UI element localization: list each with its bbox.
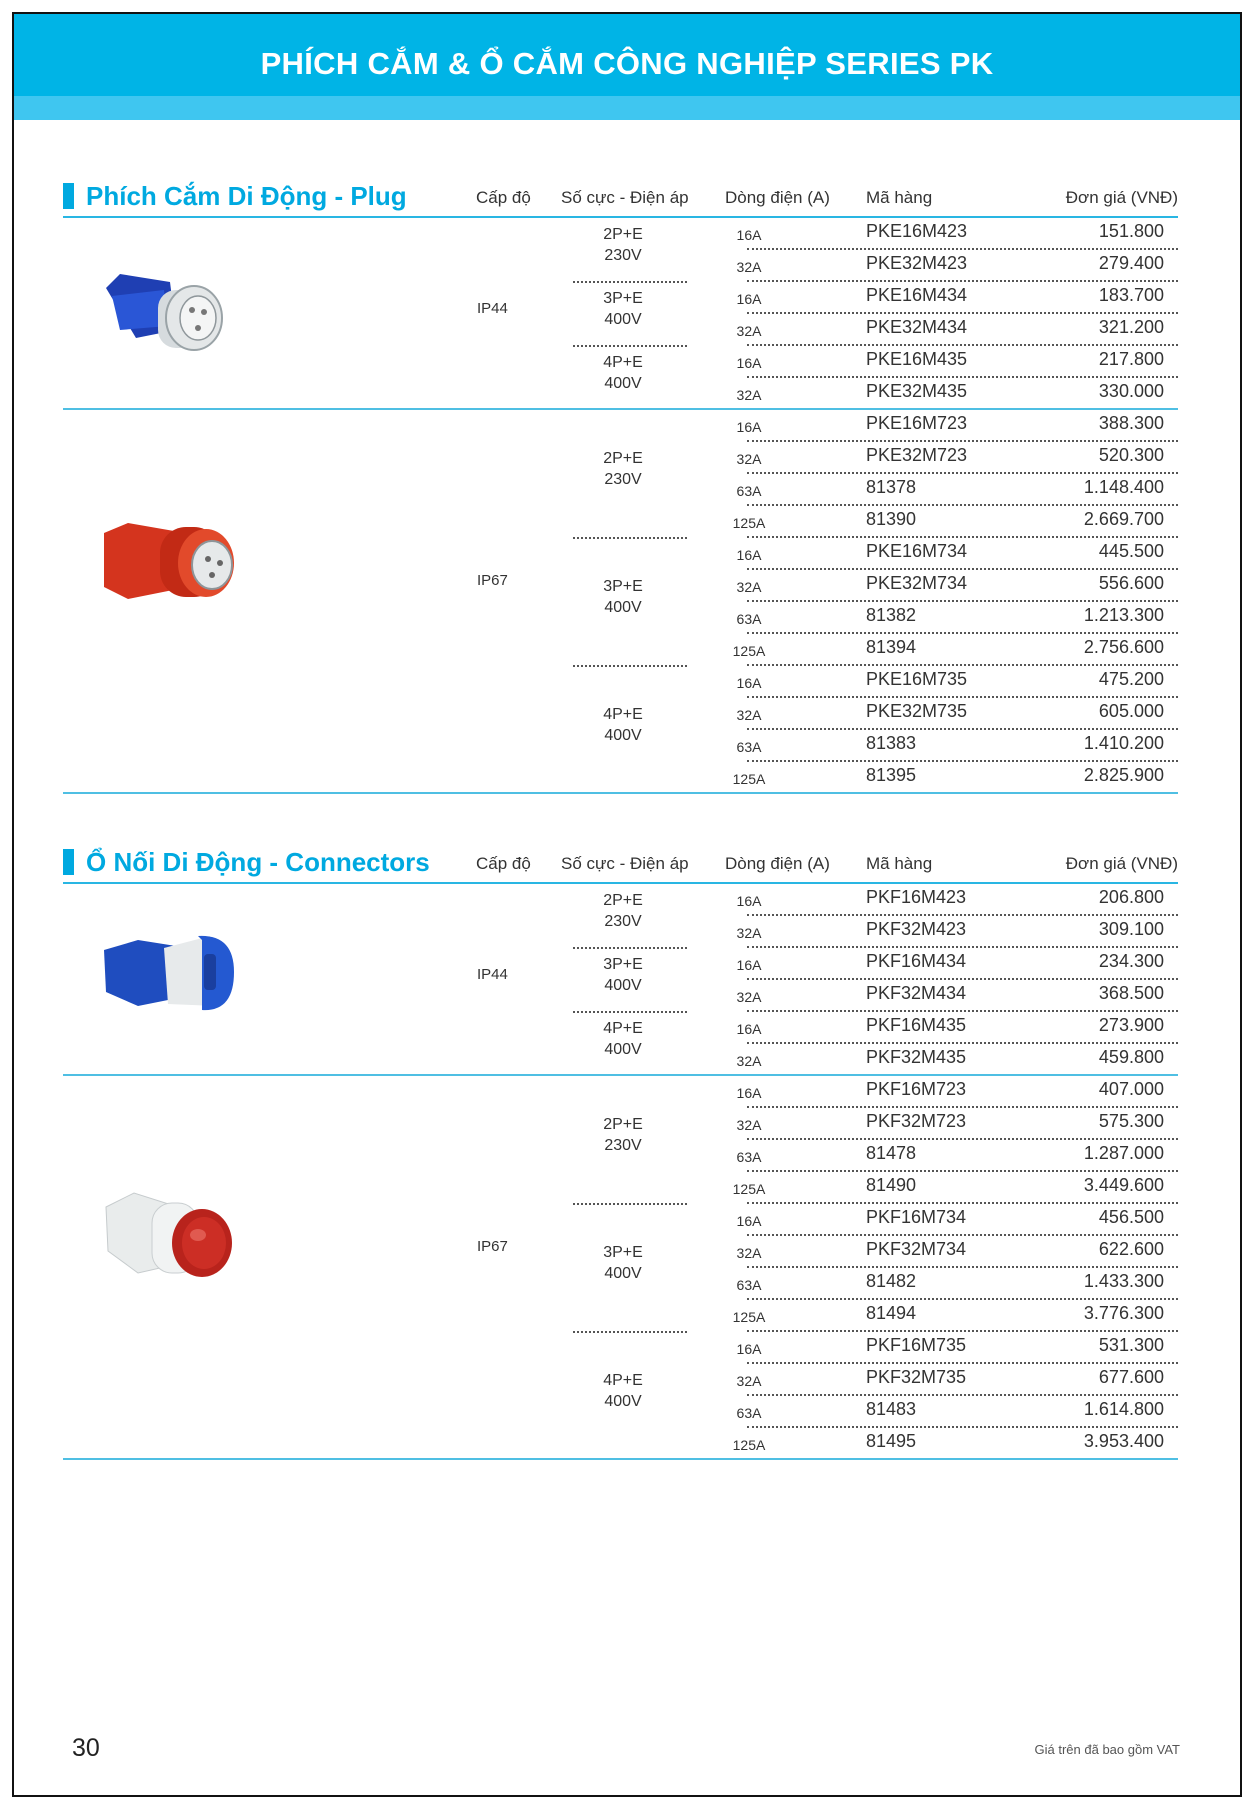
price-row xyxy=(736,314,1178,346)
poles-voltage-label xyxy=(561,954,685,996)
current-cell: 16A xyxy=(736,227,762,243)
price-cell: 368.500 xyxy=(1098,983,1164,1003)
current-cell: 16A xyxy=(736,1341,762,1357)
voltage-text: 400V xyxy=(604,977,642,994)
current-cell: 32A xyxy=(736,925,762,941)
current-cell: 125A xyxy=(732,1309,766,1325)
price-row xyxy=(736,1204,1178,1236)
price-row xyxy=(736,538,1178,570)
voltage-text: 230V xyxy=(604,1137,642,1154)
connector-ip44-group xyxy=(63,884,1178,1076)
current-cell: 32A xyxy=(736,387,762,403)
current-cell: 125A xyxy=(732,515,766,531)
price-cell: 1.614.800 xyxy=(1083,1399,1164,1419)
product-code-cell: PKF16M723 xyxy=(866,1079,967,1099)
price-row xyxy=(736,442,1178,474)
poles-text: 4P+E xyxy=(603,706,643,723)
price-row xyxy=(736,378,1178,408)
pole-group xyxy=(63,666,1178,792)
price-row xyxy=(732,762,1178,792)
header-level: Cấp độ xyxy=(476,854,531,873)
price-cell: 520.300 xyxy=(1098,445,1164,465)
price-cell: 183.700 xyxy=(1098,285,1164,305)
price-cell: 2.756.600 xyxy=(1083,637,1164,657)
price-cell: 1.148.400 xyxy=(1083,477,1164,497)
product-code-cell: PKF32M723 xyxy=(866,1111,967,1131)
price-cell: 677.600 xyxy=(1098,1367,1164,1387)
current-cell: 16A xyxy=(736,1213,762,1229)
price-cell: 1.433.300 xyxy=(1083,1271,1164,1291)
price-row xyxy=(736,250,1178,282)
price-row xyxy=(736,218,1178,250)
product-code-cell: 81394 xyxy=(866,637,917,657)
product-code-cell: PKE32M434 xyxy=(866,317,968,337)
price-cell: 556.600 xyxy=(1098,573,1164,593)
page-title: PHÍCH CẮM & Ổ CẮM CÔNG NGHIỆP SERIES PK xyxy=(260,46,994,81)
product-code-cell: 81478 xyxy=(866,1143,917,1163)
poles-voltage-label xyxy=(561,1370,685,1412)
current-cell: 32A xyxy=(736,259,762,275)
product-code-cell: PKF32M423 xyxy=(866,919,967,939)
price-cell: 151.800 xyxy=(1098,221,1164,241)
voltage-text: 230V xyxy=(604,247,642,264)
price-row xyxy=(732,1428,1178,1458)
poles-voltage-label xyxy=(561,576,685,618)
connector-section xyxy=(63,848,1178,1460)
poles-voltage-label xyxy=(561,704,685,746)
price-row xyxy=(736,1236,1178,1268)
voltage-text: 400V xyxy=(604,1393,642,1410)
current-cell: 63A xyxy=(736,739,762,755)
price-cell: 1.287.000 xyxy=(1083,1143,1164,1163)
page-number: 30 xyxy=(72,1734,100,1762)
vat-footnote: Giá trên đã bao gồm VAT xyxy=(1034,1742,1180,1757)
section-marker xyxy=(63,849,74,875)
header-price: Đơn giá (VNĐ) xyxy=(1065,854,1178,873)
current-cell: 32A xyxy=(736,1245,762,1261)
product-code-cell: 81378 xyxy=(866,477,917,497)
product-code-cell: PKF32M735 xyxy=(866,1367,967,1387)
voltage-text: 230V xyxy=(604,913,642,930)
price-row xyxy=(732,1172,1178,1204)
poles-text: 2P+E xyxy=(603,450,643,467)
price-cell: 273.900 xyxy=(1098,1015,1164,1035)
current-cell: 32A xyxy=(736,1373,762,1389)
price-cell: 605.000 xyxy=(1098,701,1164,721)
poles-text: 4P+E xyxy=(603,1372,643,1389)
price-cell: 330.000 xyxy=(1098,381,1164,401)
price-row xyxy=(736,1396,1178,1428)
poles-text: 2P+E xyxy=(603,226,643,243)
product-code-cell: PKF32M435 xyxy=(866,1047,967,1067)
voltage-text: 400V xyxy=(604,599,642,616)
poles-text: 3P+E xyxy=(603,290,643,307)
price-cell: 575.300 xyxy=(1098,1111,1164,1131)
product-code-cell: 81390 xyxy=(866,509,917,529)
current-cell: 32A xyxy=(736,1117,762,1133)
price-row xyxy=(736,698,1178,730)
poles-text: 2P+E xyxy=(603,892,643,909)
product-code-cell: PKF16M423 xyxy=(866,887,967,907)
voltage-text: 400V xyxy=(604,1265,642,1282)
connector-section-title: Ổ Nối Di Động - Connectors xyxy=(63,848,430,876)
poles-voltage-label xyxy=(561,1018,685,1060)
poles-voltage-label xyxy=(561,448,685,490)
price-cell: 1.213.300 xyxy=(1083,605,1164,625)
product-code-cell: 81483 xyxy=(866,1399,917,1419)
product-code-cell: PKF16M734 xyxy=(866,1207,967,1227)
current-cell: 63A xyxy=(736,1149,762,1165)
price-row xyxy=(736,1076,1178,1108)
current-cell: 63A xyxy=(736,1405,762,1421)
price-row xyxy=(736,980,1178,1012)
section-marker xyxy=(63,183,74,209)
poles-voltage-label xyxy=(561,352,685,394)
price-row xyxy=(736,884,1178,916)
product-code-cell: 81382 xyxy=(866,605,917,625)
price-cell: 1.410.200 xyxy=(1083,733,1164,753)
pole-group xyxy=(63,948,1178,1012)
product-code-cell: PKE16M734 xyxy=(866,541,968,561)
product-code-cell: PKF32M734 xyxy=(866,1239,967,1259)
price-cell: 407.000 xyxy=(1098,1079,1164,1099)
pole-group xyxy=(63,884,1178,948)
price-cell: 2.825.900 xyxy=(1083,765,1164,785)
header-code: Mã hàng xyxy=(866,188,933,207)
pole-group xyxy=(63,1204,1178,1332)
price-row xyxy=(736,948,1178,980)
pole-group xyxy=(63,1076,1178,1204)
poles-voltage-label xyxy=(561,890,685,932)
header-price: Đơn giá (VNĐ) xyxy=(1065,188,1178,207)
level-label: IP44 xyxy=(477,966,508,983)
product-code-cell: PKF16M434 xyxy=(866,951,967,971)
product-code-cell: PKF32M434 xyxy=(866,983,967,1003)
plug-table-header xyxy=(63,182,1178,218)
product-code-cell: 81395 xyxy=(866,765,917,785)
product-code-cell: PKE16M434 xyxy=(866,285,968,305)
voltage-text: 400V xyxy=(604,311,642,328)
price-cell: 445.500 xyxy=(1098,541,1164,561)
price-cell: 309.100 xyxy=(1098,919,1164,939)
level-label: IP67 xyxy=(477,572,508,589)
header-code: Mã hàng xyxy=(866,854,933,873)
pole-group xyxy=(63,282,1178,346)
product-code-cell: PKE32M735 xyxy=(866,701,968,721)
price-cell: 206.800 xyxy=(1098,887,1164,907)
current-cell: 125A xyxy=(732,1181,766,1197)
price-row xyxy=(736,1332,1178,1364)
poles-voltage-label xyxy=(561,1242,685,1284)
price-cell: 622.600 xyxy=(1098,1239,1164,1259)
current-cell: 16A xyxy=(736,1085,762,1101)
price-cell: 321.200 xyxy=(1098,317,1164,337)
header-current: Dòng điện (A) xyxy=(725,188,830,207)
price-cell: 234.300 xyxy=(1098,951,1164,971)
price-row xyxy=(736,346,1178,378)
product-code-cell: 81495 xyxy=(866,1431,917,1451)
product-code-cell: PKE16M735 xyxy=(866,669,968,689)
current-cell: 63A xyxy=(736,1277,762,1293)
price-cell: 475.200 xyxy=(1098,669,1164,689)
voltage-text: 400V xyxy=(604,727,642,744)
current-cell: 16A xyxy=(736,355,762,371)
current-cell: 125A xyxy=(732,771,766,787)
pole-group xyxy=(63,346,1178,408)
poles-text: 4P+E xyxy=(603,354,643,371)
pole-group xyxy=(63,1332,1178,1458)
price-row xyxy=(736,282,1178,314)
current-cell: 63A xyxy=(736,483,762,499)
product-code-cell: PKE32M423 xyxy=(866,253,968,273)
price-row xyxy=(736,1108,1178,1140)
price-cell: 531.300 xyxy=(1098,1335,1164,1355)
price-row xyxy=(736,1140,1178,1172)
price-cell: 388.300 xyxy=(1098,413,1164,433)
current-cell: 16A xyxy=(736,893,762,909)
level-label: IP67 xyxy=(477,1238,508,1255)
price-row xyxy=(732,1300,1178,1332)
connector-table-header xyxy=(63,848,1178,884)
header-level: Cấp độ xyxy=(476,188,531,207)
product-code-cell: 81490 xyxy=(866,1175,917,1195)
plug-section-title: Phích Cắm Di Động - Plug xyxy=(63,182,407,210)
product-code-cell: PKF16M735 xyxy=(866,1335,967,1355)
product-code-cell: 81482 xyxy=(866,1271,917,1291)
current-cell: 16A xyxy=(736,547,762,563)
price-row xyxy=(736,410,1178,442)
price-row xyxy=(736,570,1178,602)
voltage-text: 400V xyxy=(604,375,642,392)
header-current: Dòng điện (A) xyxy=(725,854,830,873)
poles-text: 3P+E xyxy=(603,956,643,973)
pole-group xyxy=(63,1012,1178,1074)
price-row xyxy=(736,1268,1178,1300)
product-code-cell: PKE32M723 xyxy=(866,445,968,465)
poles-text: 3P+E xyxy=(603,578,643,595)
current-cell: 125A xyxy=(732,1437,766,1453)
price-row xyxy=(732,634,1178,666)
plug-section xyxy=(63,182,1178,794)
current-cell: 32A xyxy=(736,323,762,339)
poles-voltage-label xyxy=(561,288,685,330)
current-cell: 16A xyxy=(736,675,762,691)
price-row xyxy=(736,730,1178,762)
product-code-cell: PKE16M723 xyxy=(866,413,968,433)
plug-ip44-group xyxy=(63,218,1178,410)
price-row xyxy=(736,1044,1178,1074)
product-code-cell: 81383 xyxy=(866,733,917,753)
header-poles: Số cực - Điện áp xyxy=(561,854,689,873)
price-cell: 2.669.700 xyxy=(1083,509,1164,529)
poles-text: 3P+E xyxy=(603,1244,643,1261)
product-code-cell: PKE16M435 xyxy=(866,349,968,369)
current-cell: 63A xyxy=(736,611,762,627)
product-code-cell: PKE32M435 xyxy=(866,381,968,401)
price-cell: 3.776.300 xyxy=(1083,1303,1164,1323)
voltage-text: 230V xyxy=(604,471,642,488)
price-row xyxy=(736,916,1178,948)
current-cell: 125A xyxy=(732,643,766,659)
current-cell: 16A xyxy=(736,957,762,973)
pole-group xyxy=(63,410,1178,538)
header-poles: Số cực - Điện áp xyxy=(561,188,689,207)
current-cell: 32A xyxy=(736,579,762,595)
price-cell: 3.953.400 xyxy=(1083,1431,1164,1451)
price-row xyxy=(732,506,1178,538)
current-cell: 32A xyxy=(736,989,762,1005)
current-cell: 32A xyxy=(736,707,762,723)
pole-group xyxy=(63,218,1178,282)
connector-ip67-group xyxy=(63,1076,1178,1460)
poles-text: 2P+E xyxy=(603,1116,643,1133)
price-cell: 459.800 xyxy=(1098,1047,1164,1067)
current-cell: 32A xyxy=(736,451,762,467)
product-code-cell: 81494 xyxy=(866,1303,917,1323)
product-code-cell: PKE16M423 xyxy=(866,221,968,241)
price-cell: 3.449.600 xyxy=(1083,1175,1164,1195)
product-code-cell: PKE32M734 xyxy=(866,573,968,593)
price-cell: 279.400 xyxy=(1098,253,1164,273)
current-cell: 16A xyxy=(736,1021,762,1037)
poles-text: 4P+E xyxy=(603,1020,643,1037)
price-cell: 456.500 xyxy=(1098,1207,1164,1227)
price-row xyxy=(736,1012,1178,1044)
price-row xyxy=(736,602,1178,634)
current-cell: 16A xyxy=(736,291,762,307)
voltage-text: 400V xyxy=(604,1041,642,1058)
poles-voltage-label xyxy=(561,224,685,266)
price-row xyxy=(736,1364,1178,1396)
poles-voltage-label xyxy=(561,1114,685,1156)
price-row xyxy=(736,666,1178,698)
price-row xyxy=(736,474,1178,506)
current-cell: 32A xyxy=(736,1053,762,1069)
plug-ip67-group xyxy=(63,410,1178,794)
price-cell: 217.800 xyxy=(1098,349,1164,369)
current-cell: 16A xyxy=(736,419,762,435)
product-code-cell: PKF16M435 xyxy=(866,1015,967,1035)
level-label: IP44 xyxy=(477,300,508,317)
pole-group xyxy=(63,538,1178,666)
